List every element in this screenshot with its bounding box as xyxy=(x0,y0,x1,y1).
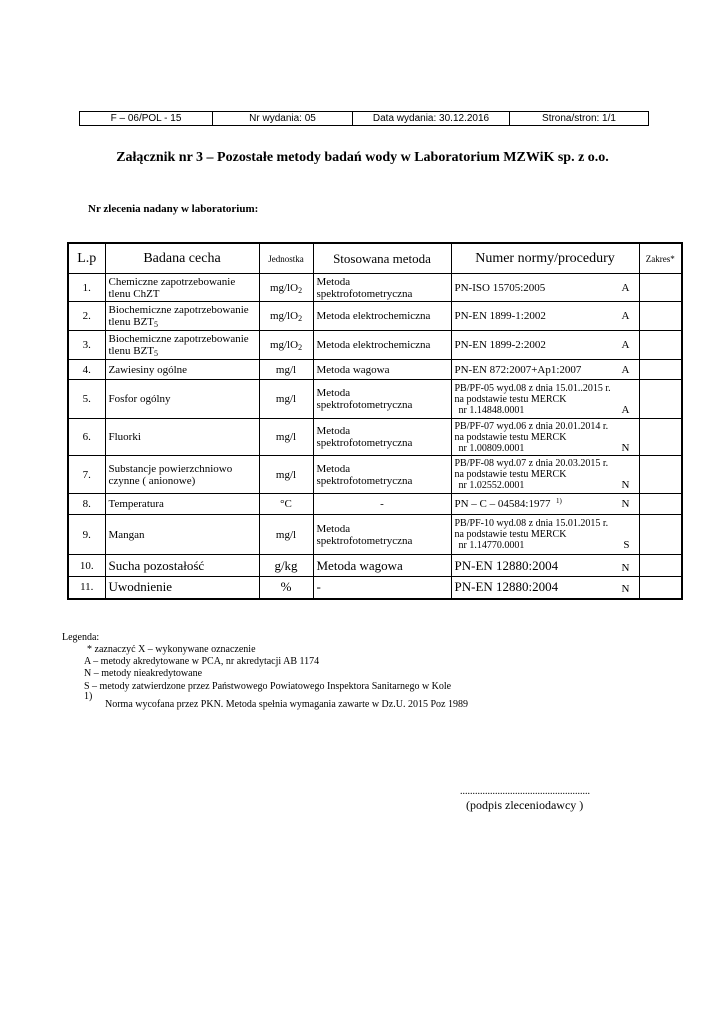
row-method: - xyxy=(313,494,451,515)
row-lp: 11. xyxy=(68,577,105,599)
row-feature: Uwodnienie xyxy=(105,577,259,599)
legend-title: Legenda: xyxy=(62,632,100,643)
table-row xyxy=(68,274,682,302)
legend-x-note: * zaznaczyć X – wykonywane oznaczenie xyxy=(87,644,256,655)
row-feature: Mangan xyxy=(105,515,259,555)
row-feature: Temperatura xyxy=(105,494,259,515)
legend-footnote-text: Norma wycofana przez PKN. Metoda spełnia wymagania zawarte w Dz.U. 2015 Poz 1989 xyxy=(105,699,468,710)
row-unit: $mg/lO_2$ xyxy=(259,274,313,302)
row-unit: g/kg xyxy=(259,555,313,577)
row-standard: PB/PF-08 wyd.07 z dnia 20.03.2015 r. na podstawie testu MERCK nr 1.02552.0001 N xyxy=(451,456,639,494)
row-lp: 9. xyxy=(68,515,105,555)
legend-footnote-mark: 1) xyxy=(84,691,93,702)
col-header-lp: L.p xyxy=(68,243,105,274)
row-standard: PN-EN 1899-2:2002 A xyxy=(451,331,639,360)
row-standard: PN-EN 1899-1:2002 A xyxy=(451,302,639,331)
row-unit: mg/l xyxy=(259,515,313,555)
table-row xyxy=(68,380,682,419)
row-lp: 5. xyxy=(68,380,105,419)
row-method: Metoda spektrofotometryczna xyxy=(313,380,451,419)
row-unit: mg/l xyxy=(259,456,313,494)
row-method: Metoda elektrochemiczna xyxy=(313,302,451,331)
scope-checkbox[interactable] xyxy=(639,515,682,555)
row-lp: 1. xyxy=(68,274,105,302)
row-standard: PB/PF-10 wyd.08 z dnia 15.01.2015 r. na podstawie testu MERCK nr 1.14770.0001 S xyxy=(451,515,639,555)
row-feature: Zawiesiny ogólne xyxy=(105,360,259,380)
row-unit: mg/l xyxy=(259,380,313,419)
col-header-method: Stosowana metoda xyxy=(313,243,451,274)
row-method: Metoda wagowa xyxy=(313,555,451,577)
row-standard: PB/PF-07 wyd.06 z dnia 20.01.2014 r. na podstawie testu MERCK nr 1.00809.0001 N xyxy=(451,419,639,456)
row-feature: Sucha pozostałość xyxy=(105,555,259,577)
table-row xyxy=(68,419,682,456)
row-lp: 10. xyxy=(68,555,105,577)
document-header xyxy=(79,111,649,126)
col-header-scope: Zakres* xyxy=(639,243,682,274)
row-feature: Biochemiczne zapotrzebowanie tlenu $BZT_5$ xyxy=(105,331,259,360)
edition-date: Data wydania: 30.12.2016 xyxy=(353,112,510,125)
row-lp: 4. xyxy=(68,360,105,380)
row-unit: mg/l xyxy=(259,419,313,456)
row-feature: Biochemiczne zapotrzebowanie tlenu $BZT_5$ xyxy=(105,302,259,331)
table-row xyxy=(68,360,682,380)
scope-checkbox[interactable] xyxy=(639,419,682,456)
row-unit: $mg/lO_2$ xyxy=(259,331,313,360)
order-number-label: Nr zlecenia nadany w laboratorium: xyxy=(88,203,259,215)
row-method: Metoda spektrofotometryczna xyxy=(313,274,451,302)
scope-checkbox[interactable] xyxy=(639,577,682,599)
scope-checkbox[interactable] xyxy=(639,331,682,360)
row-unit: $mg/lO_2$ xyxy=(259,302,313,331)
row-method: Metoda spektrofotometryczna xyxy=(313,419,451,456)
row-unit: mg/l xyxy=(259,360,313,380)
row-method: Metoda elektrochemiczna xyxy=(313,331,451,360)
table-header-row xyxy=(68,243,682,274)
row-lp: 2. xyxy=(68,302,105,331)
form-code: F – 06/POL - 15 xyxy=(80,112,213,125)
page-count: Strona/stron: 1/1 xyxy=(542,112,616,124)
scope-checkbox[interactable] xyxy=(639,302,682,331)
legend-a-note: A – metody akredytowane w PCA, nr akredytacji AB 1174 xyxy=(84,656,320,667)
table-row xyxy=(68,302,682,331)
row-lp: 3. xyxy=(68,331,105,360)
row-feature: Fluorki xyxy=(105,419,259,456)
row-feature: Chemiczne zapotrzebowanie tlenu ChZT xyxy=(105,274,259,302)
row-method: Metoda spektrofotometryczna xyxy=(313,456,451,494)
scope-checkbox[interactable] xyxy=(639,555,682,577)
table-row xyxy=(68,555,682,577)
col-header-unit: Jednostka xyxy=(259,243,313,274)
signature-label: (podpis zleceniodawcy ) xyxy=(466,798,584,812)
table-row xyxy=(68,577,682,599)
row-method: Metoda spektrofotometryczna xyxy=(313,515,451,555)
row-lp: 6. xyxy=(68,419,105,456)
col-header-standard: Numer normy/procedury xyxy=(451,243,639,274)
legend-n-note: N – metody nieakredytowane xyxy=(84,668,203,679)
row-standard: PN-EN 12880:2004 N xyxy=(451,555,639,577)
scope-checkbox[interactable] xyxy=(639,360,682,380)
row-standard: PN – C – 04584:1977 $^{1)}$ N xyxy=(451,494,639,515)
table-row xyxy=(68,331,682,360)
scope-checkbox[interactable] xyxy=(639,380,682,419)
scope-checkbox[interactable] xyxy=(639,456,682,494)
row-standard: PN-EN 12880:2004 N xyxy=(451,577,639,599)
signature-line: .................................................... xyxy=(460,786,590,797)
row-standard: PN-EN 872:2007+Ap1:2007 A xyxy=(451,360,639,380)
row-standard: PN-ISO 15705:2005 A xyxy=(451,274,639,302)
row-unit: °C xyxy=(259,494,313,515)
row-unit: % xyxy=(259,577,313,599)
scope-checkbox[interactable] xyxy=(639,274,682,302)
table-row xyxy=(68,515,682,555)
methods-table xyxy=(67,242,683,600)
col-header-feature: Badana cecha xyxy=(105,243,259,274)
row-method: - xyxy=(313,577,451,599)
row-feature: Fosfor ogólny xyxy=(105,380,259,419)
row-lp: 7. xyxy=(68,456,105,494)
legend-s-note: S – metody zatwierdzone przez Państwowego Powiatowego Inspektora Sanitarnego w Kole xyxy=(84,681,452,692)
row-method: Metoda wagowa xyxy=(313,360,451,380)
row-standard: PB/PF-05 wyd.08 z dnia 15.01..2015 r. na podstawie testu MERCK nr 1.14848.0001 A xyxy=(451,380,639,419)
scope-checkbox[interactable] xyxy=(639,494,682,515)
row-feature: Substancje powierzchniowo czynne ( anionowe) xyxy=(105,456,259,494)
row-lp: 8. xyxy=(68,494,105,515)
edition-number: Nr wydania: 05 xyxy=(213,112,353,125)
signature-block xyxy=(460,786,590,812)
table-row xyxy=(68,494,682,515)
table-row xyxy=(68,456,682,494)
page-title: Załącznik nr 3 – Pozostałe metody badań wody w Laboratorium MZWiK sp. z o.o. xyxy=(116,150,609,165)
